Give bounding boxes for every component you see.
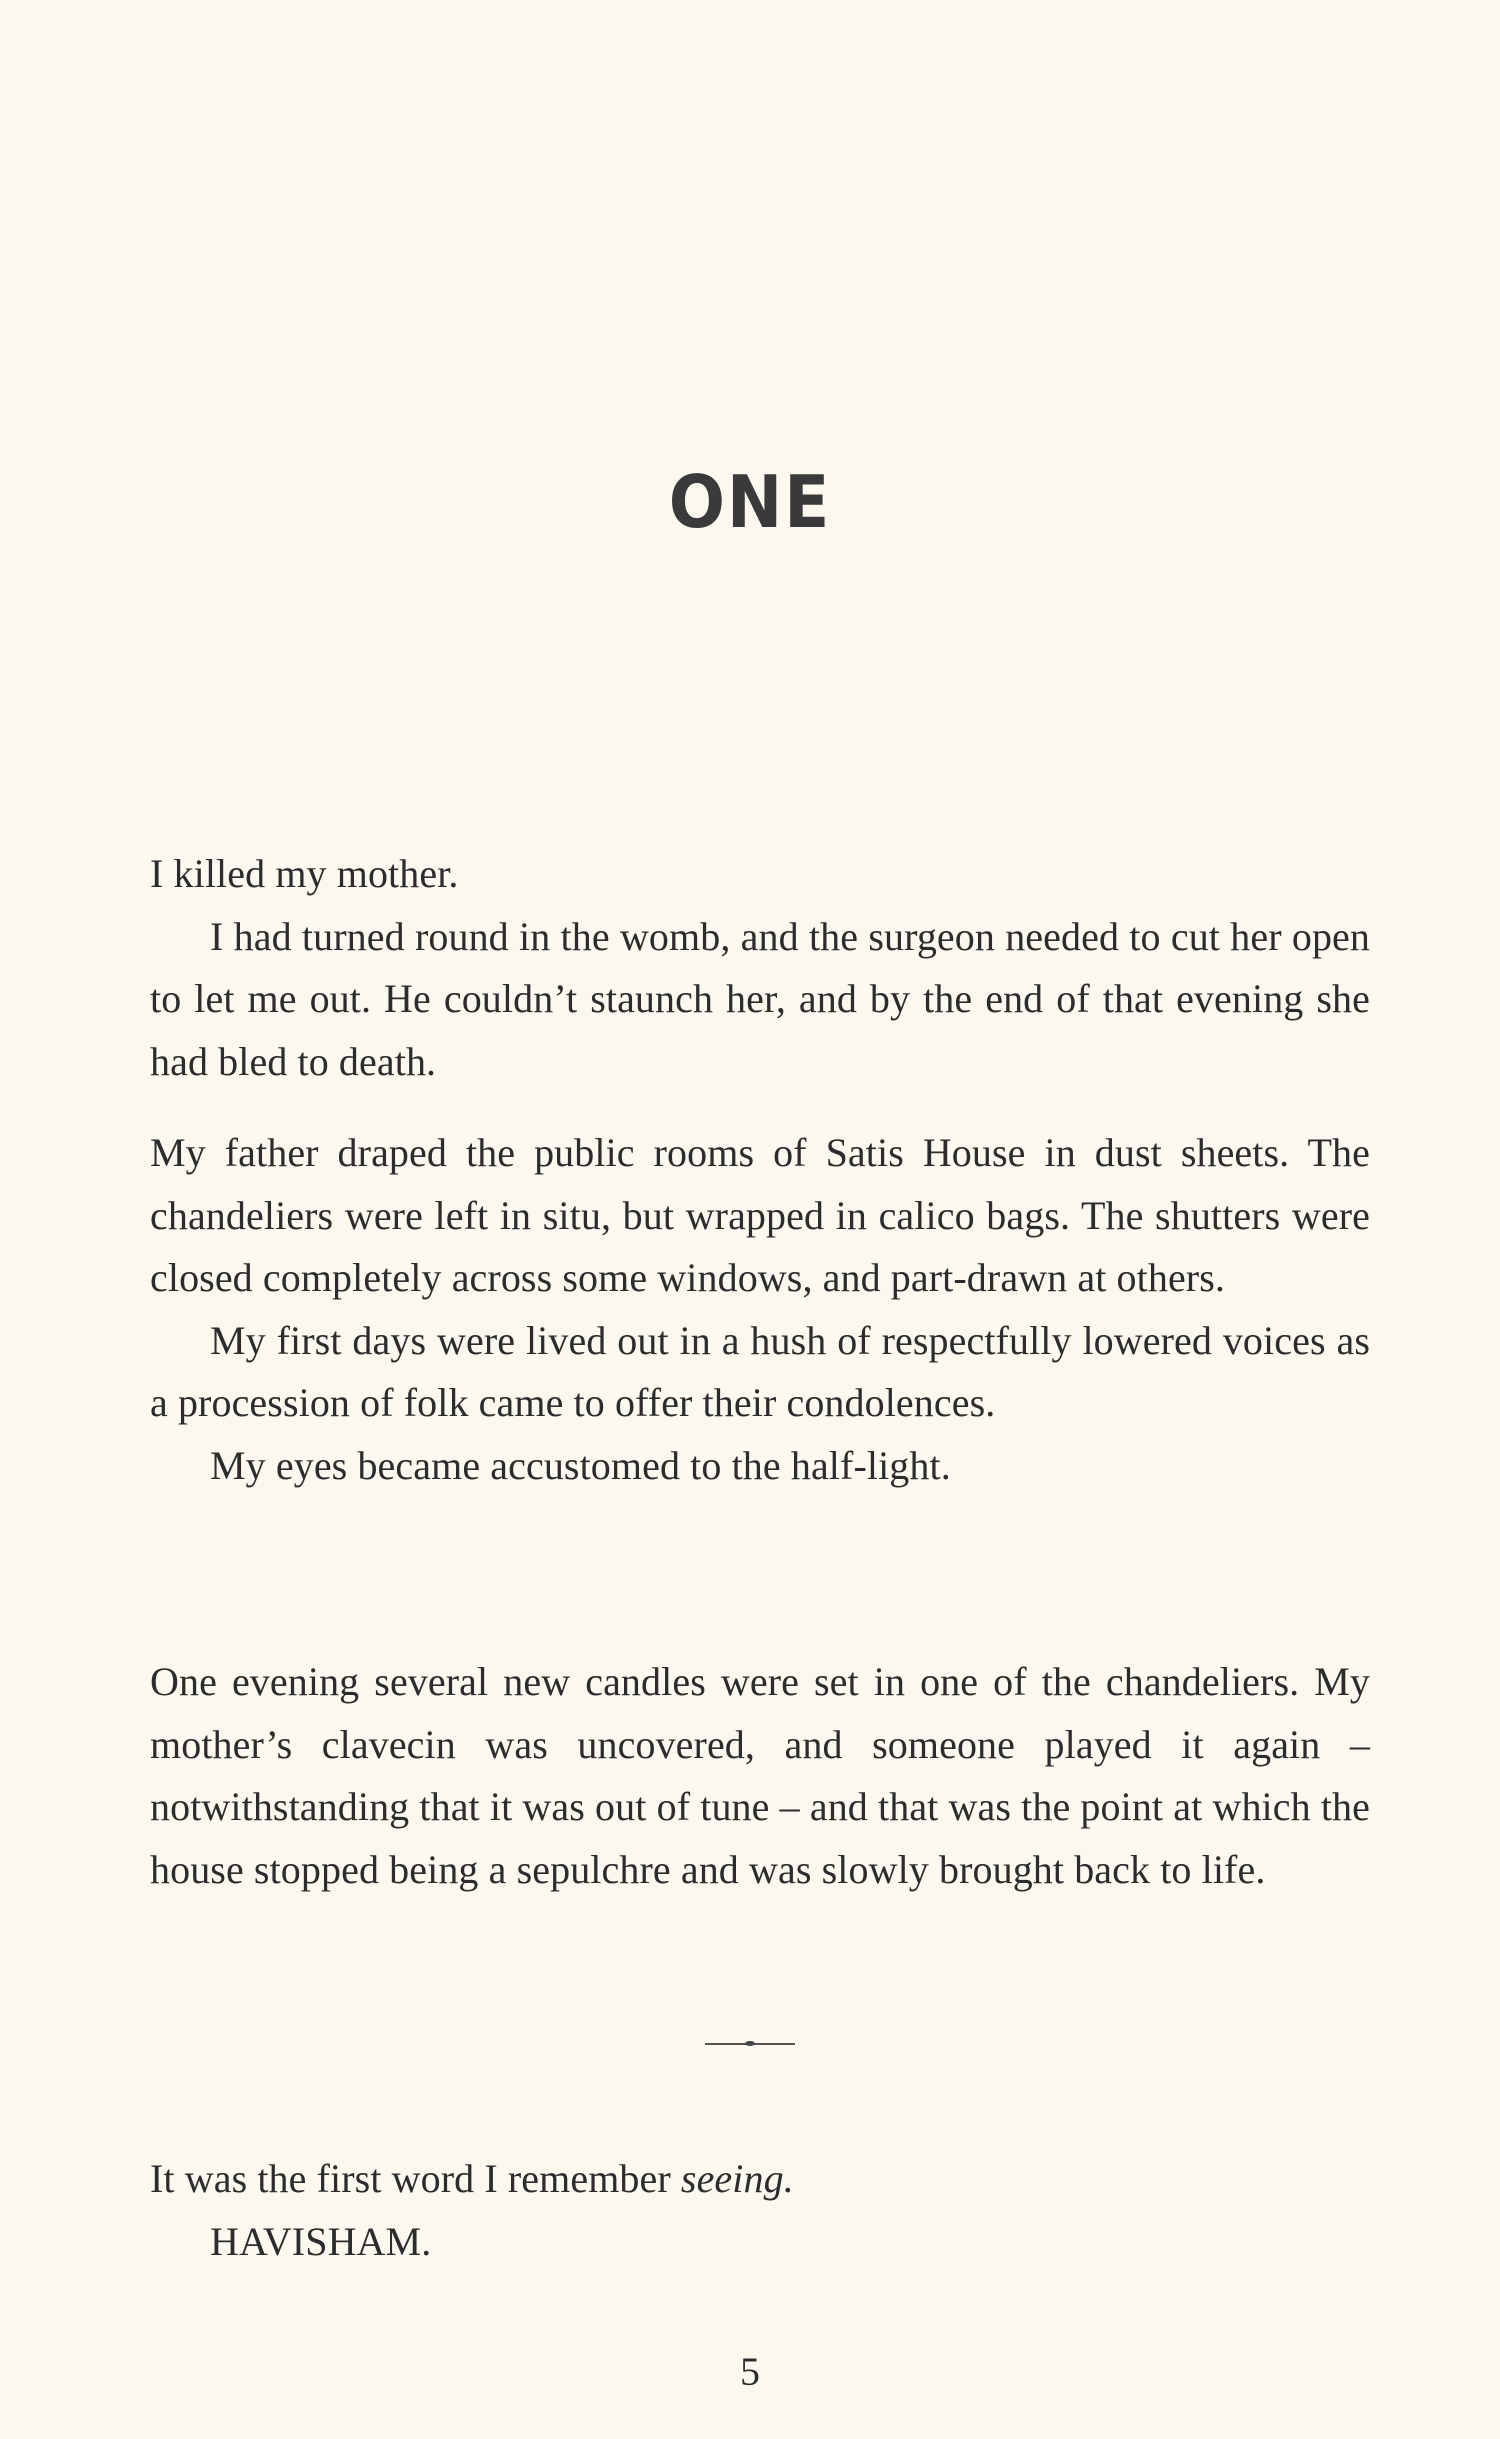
paragraph: My first days were lived out in a hush of respectfully lowered voices as a procession of folk came to offer their condolences. [150,1317,1370,1425]
paragraph: My eyes became accustomed to the half-light. [210,1442,951,1488]
paragraph: I killed my mother. [150,851,459,896]
paragraph: I had turned round in the womb, and the surgeon needed to cut her open to let me out. He couldn’t staunch her, and by the end of that evening she had bled to death. [150,913,1370,1084]
emphasized-word: seeing. [680,2156,794,2201]
paragraph: HAVISHAM. [210,2218,432,2264]
paragraph [150,2148,1370,2211]
page-number: 5 [740,2349,760,2394]
scene-break-ornament [705,2043,795,2045]
section-4 [150,2148,1370,2273]
paragraph: One evening several new candles were set in one of the chandeliers. My mother’s clavecin was uncovered, and someone played it again – notwithstanding that it was out of tune – and that was the point at which the house stopped being a sepulchre and was slowly brought back to life. [150,1659,1370,1892]
section-1 [150,843,1370,1093]
paragraph: My father draped the public rooms of Satis House in dust sheets. The chandeliers were left in situ, but wrapped in calico bags. The shutters were closed completely across some windows, and part-drawn at others. [150,1130,1370,1300]
section-3 [150,1651,1370,1901]
paragraph-text: It was the first word I remember [150,2156,681,2201]
section-2 [150,1122,1370,1497]
chapter-title: ONE [668,460,832,544]
